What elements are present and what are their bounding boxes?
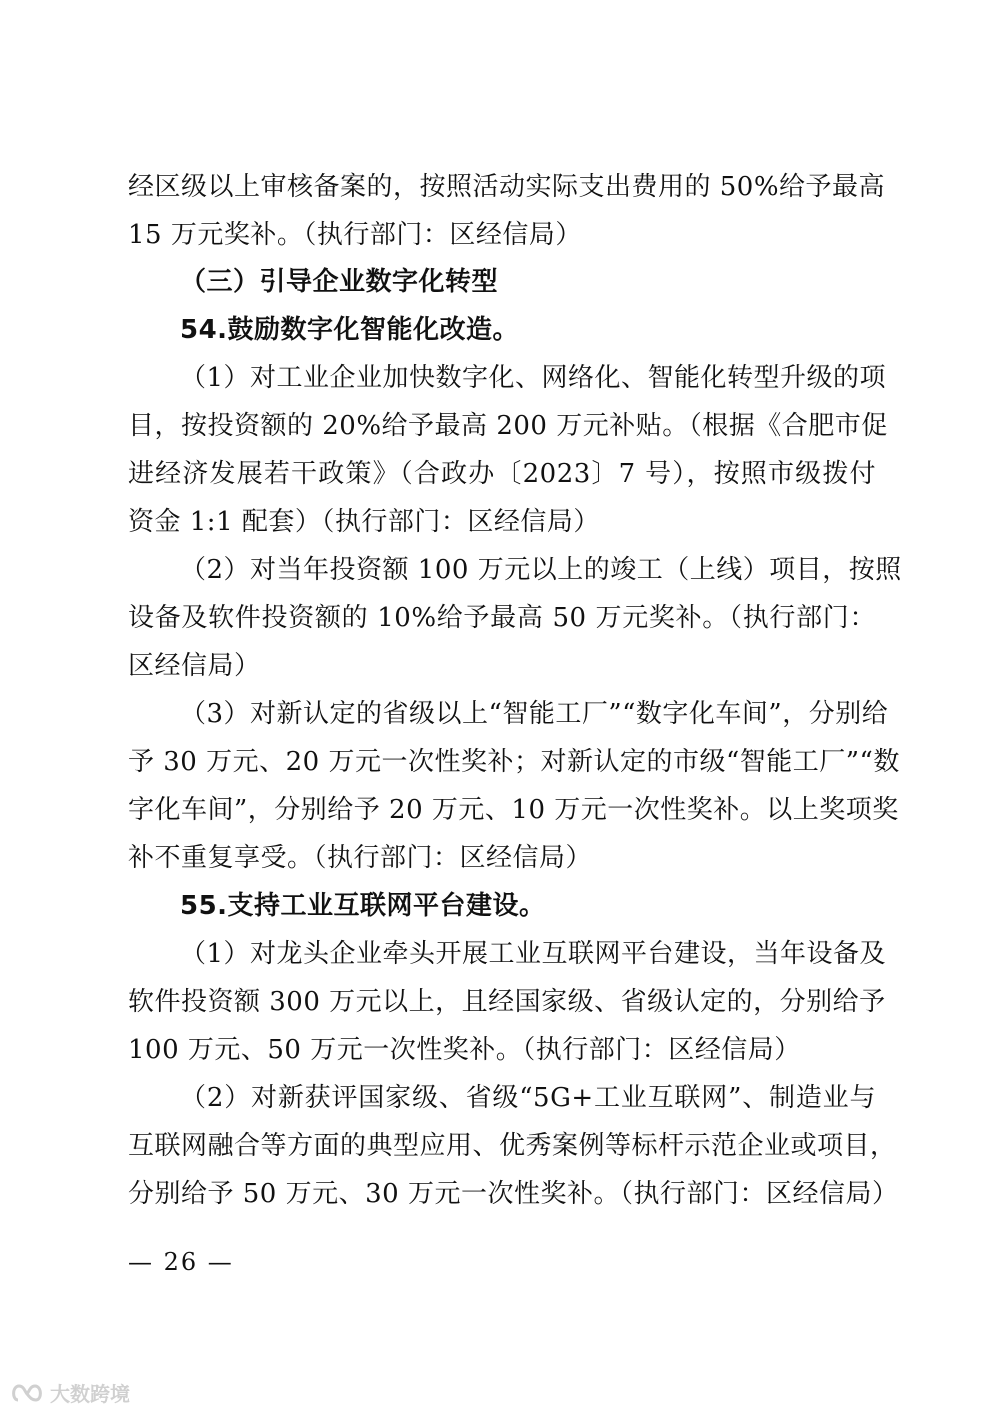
body-line: 分别给予 50 万元、30 万元一次性奖补。（执行部门：区经信局） [128, 1179, 899, 1209]
body-line: 设备及软件投资额的 10%给予最高 50 万元奖补。（执行部门： [128, 603, 876, 633]
loop-logo-icon [10, 1380, 44, 1406]
section-heading: （三）引导企业数字化转型 [180, 267, 499, 297]
body-line: 区经信局） [128, 651, 261, 681]
body-line: （1）对工业企业加快数字化、网络化、智能化转型升级的项 [180, 363, 887, 393]
body-line: 互联网融合等方面的典型应用、优秀案例等标杆示范企业或项目， [128, 1131, 897, 1161]
item-heading: 55.支持工业互联网平台建设。 [180, 891, 546, 921]
body-line: （2）对当年投资额 100 万元以上的竣工（上线）项目，按照 [180, 555, 902, 585]
body-line: 资金 1:1 配套）（执行部门：区经信局） [128, 507, 600, 537]
body-line: （2）对新获评国家级、省级“5G+工业互联网”、制造业与 [180, 1083, 876, 1113]
body-line: 经区级以上审核备案的，按照活动实际支出费用的 50%给予最高 [128, 172, 886, 202]
body-line: 进经济发展若干政策》（合政办〔2023〕7 号），按照市级拨付 [128, 459, 876, 489]
page-number: — 26 — [128, 1248, 234, 1276]
watermark [10, 1378, 130, 1407]
body-line: 补不重复享受。（执行部门：区经信局） [128, 843, 593, 873]
body-line: （3）对新认定的省级以上“智能工厂”“数字化车间”，分别给 [180, 699, 889, 729]
body-line: （1）对龙头企业牵头开展工业互联网平台建设，当年设备及 [180, 939, 887, 969]
item-heading: 54.鼓励数字化智能化改造。 [180, 315, 520, 345]
body-line: 15 万元奖补。（执行部门：区经信局） [128, 220, 582, 250]
body-line: 字化车间”，分别给予 20 万元、10 万元一次性奖补。以上奖项奖 [128, 795, 899, 825]
body-line: 目，按投资额的 20%给予最高 200 万元补贴。（根据《合肥市促 [128, 411, 888, 441]
body-line: 予 30 万元、20 万元一次性奖补；对新认定的市级“智能工厂”“数 [128, 747, 900, 777]
body-line: 100 万元、50 万元一次性奖补。（执行部门：区经信局） [128, 1035, 801, 1065]
watermark-text: 大数跨境 [50, 1382, 130, 1406]
body-line: 软件投资额 300 万元以上，且经国家级、省级认定的，分别给予 [128, 987, 886, 1017]
